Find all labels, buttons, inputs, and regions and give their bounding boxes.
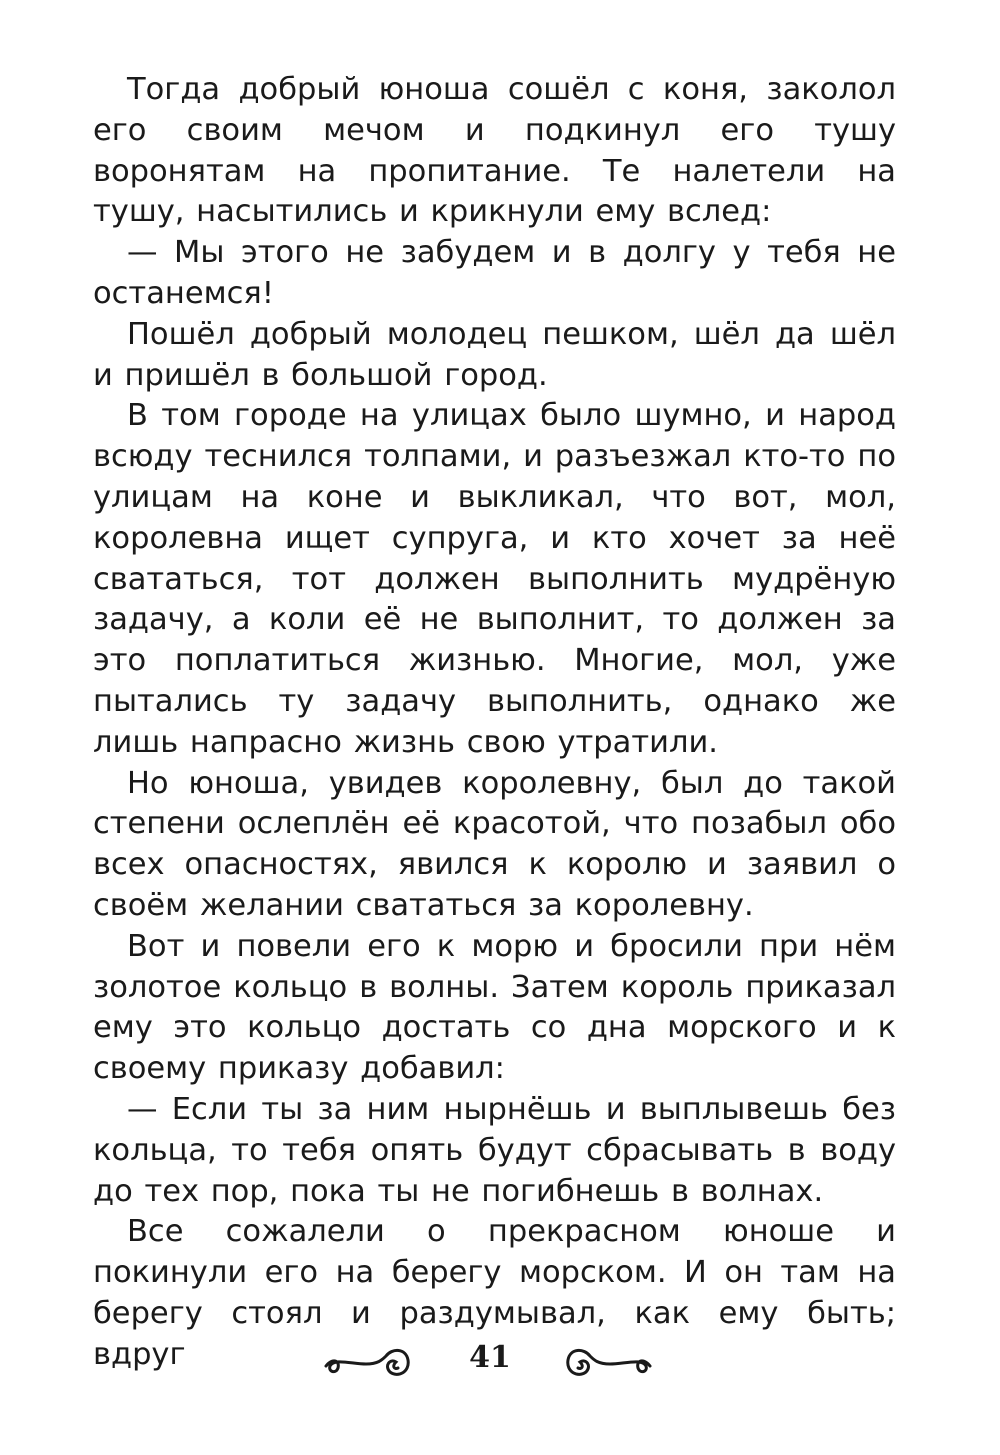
flourish-right-icon <box>564 1340 654 1380</box>
paragraph-4: В том городе на улицах было шумно, и народ всюду теснился толпами, и разъезжал кто-то по улицам на коне и выкликал, что вот, мол, королевна ищет супруга, и кто хочет за неё свататься, тот должен выполнить мудрёную задачу, а коли её не выполнит, то должен за это поплатиться жизнью. Многие, мол, уже пытались ту задачу выполнить, однако же лишь напрасно жизнь свою утратили. <box>93 398 896 760</box>
paragraph-8: Все сожалели о прекрасном юноше и покинули его на берегу морском. И он там на берегу стоял и раздумывал, как ему быть; вдруг <box>93 1214 896 1372</box>
flourish-left-icon <box>322 1340 412 1380</box>
paragraph-6: Вот и повели его к морю и бросили при нём золотое кольцо в волны. Затем король приказал ему это кольцо достать со дна морского и к своему приказу добавил: <box>93 928 896 1087</box>
page-footer <box>0 1332 1000 1392</box>
paragraph-2: — Мы этого не забудем и в долгу у тебя не останемся! <box>93 235 896 311</box>
paragraph-3: Пошёл добрый молодец пешком, шёл да шёл и пришёл в большой город. <box>93 316 896 393</box>
paragraph-7: — Если ты за ним нырнёшь и выплывешь без кольца, то тебя опять будут сбрасывать в воду до тех пор, пока ты не погибнешь в волнах. <box>93 1091 896 1209</box>
paragraph-5: Но юноша, увидев королевну, был до такой степени ослеплён её красотой, что позабыл обо всех опасностях, явился к королю и заявил о своём желании свататься за королевну. <box>93 765 896 923</box>
paragraph-1: Тогда добрый юноша сошёл с коня, заколол его своим мечом и подкинул его тушу воронятам на пропитание. Те налетели на тушу, насытились и крикнули ему вслед: <box>93 72 896 230</box>
page-number: 41 <box>469 1340 511 1375</box>
body-text <box>93 70 896 1376</box>
